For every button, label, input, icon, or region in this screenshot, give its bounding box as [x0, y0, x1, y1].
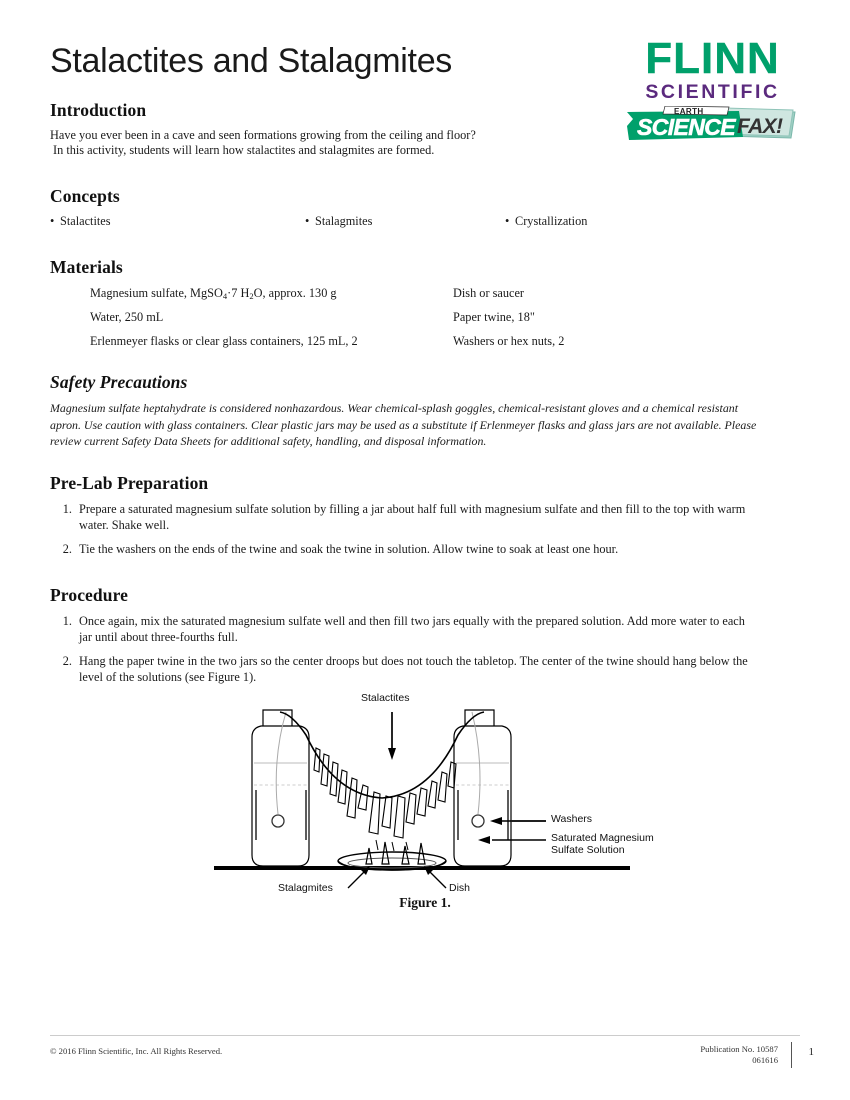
material-text-a: Magnesium sulfate, MgSO: [90, 286, 223, 300]
bullet-icon: •: [50, 214, 55, 228]
concept-label-2: Stalagmites: [315, 214, 373, 228]
stalactites-arrowhead: [388, 748, 396, 760]
safety-precautions-text: Magnesium sulfate heptahydrate is considered nonhazardous. Wear chemical-splash goggles, chemical-resistant gloves and a chemical resistant apron. Use caution with glass containers. Clear plastic jars may be used as a substitute if Erlenmeyer flasks and glass jars are not available. Please review current Safety Data Sheets for additional safety, handling, and disposal information.: [50, 401, 757, 448]
page-title: Stalactites and Stalagmites: [50, 42, 453, 80]
figure-1-diagram: [206, 690, 654, 915]
logo-brand-text: FLINN: [645, 34, 780, 83]
step-number: 1.: [62, 502, 72, 516]
material-item-5: Paper twine, 18": [453, 310, 535, 324]
concept-item-2: [305, 214, 505, 229]
washers-arrowhead: [490, 817, 502, 825]
materials-list: [90, 286, 750, 358]
heading-procedure: Procedure: [50, 585, 129, 605]
bullet-icon: •: [505, 214, 510, 228]
solution-arrowhead: [478, 836, 490, 844]
step-text: Hang the paper twine in the two jars so the center droops but does not touch the tabletop. The center of the twine should hang below the level of the solutions (see Figure 1).: [79, 654, 748, 684]
step-text: Tie the washers on the ends of the twine and soak the twine in solution. Allow twine to soak at least one hour.: [79, 542, 619, 556]
figure-label-solution-line-1: Saturated Magnesium: [551, 832, 654, 844]
material-item-6: Washers or hex nuts, 2: [453, 334, 565, 348]
procedure-steps: [50, 614, 755, 694]
figure-label-stalagmites: Stalagmites: [278, 882, 333, 894]
figure-label-washers: Washers: [551, 813, 593, 825]
materials-row: [90, 286, 750, 310]
step-number: 2.: [62, 542, 72, 556]
material-subscript-a: 4: [222, 291, 228, 301]
heading-materials: Materials: [50, 257, 123, 277]
materials-row: [90, 310, 750, 334]
stalactite-formations: [314, 748, 456, 838]
step-text: Once again, mix the saturated magnesium sulfate well and then fill two jars equally with the prepared solution. Add more water to each jar until about three-fourths full.: [79, 614, 745, 644]
heading-introduction: Introduction: [50, 100, 147, 120]
footer-publication-number: Publication No. 10587: [700, 1044, 778, 1054]
dish-arrow-line: [428, 870, 446, 888]
concept-item-1: [50, 214, 305, 229]
figure-label-dish: Dish: [449, 882, 471, 894]
left-washer: [272, 815, 284, 827]
bullet-icon: •: [305, 214, 310, 228]
concept-label-1: Stalactites: [60, 214, 111, 228]
footer-divider-rule: [50, 1035, 800, 1036]
material-item-4: Dish or saucer: [453, 286, 525, 300]
figure-label-stalactites: Stalactites: [361, 692, 410, 704]
pre-lab-step-1: [50, 502, 755, 533]
footer-document-code: 061616: [752, 1055, 778, 1065]
heading-concepts: Concepts: [50, 186, 120, 206]
stalactite-experiment-illustration: [206, 690, 636, 915]
figure-label-solution-line-2: Sulfate Solution: [551, 844, 625, 856]
material-item-1: [90, 286, 453, 301]
material-item-3: Erlenmeyer flasks or clear glass containers, 125 mL, 2: [90, 334, 358, 348]
right-washer: [472, 815, 484, 827]
introduction-line-1: Have you ever been in a cave and seen formations growing from the ceiling and floor?: [50, 128, 476, 142]
step-number: 2.: [62, 654, 72, 668]
pre-lab-steps: [50, 502, 755, 567]
materials-row: [90, 334, 750, 358]
material-item-2: Water, 250 mL: [90, 310, 164, 324]
ribbon-science-text: SCIENCE: [637, 114, 736, 140]
concept-label-3: Crystallization: [515, 214, 588, 228]
introduction-line-2: In this activity, students will learn how stalactites and stalagmites are formed.: [53, 143, 435, 157]
footer-publication-info: [700, 1044, 778, 1066]
science-fax-ribbon: [625, 106, 800, 144]
right-jar: [454, 710, 511, 866]
material-subscript-b: 2: [249, 291, 254, 301]
ribbon-fax-text: FAX!: [737, 115, 783, 138]
procedure-step-2: [50, 654, 755, 685]
footer-copyright: © 2016 Flinn Scientific, Inc. All Rights Reserved.: [50, 1046, 223, 1056]
footer-vertical-divider: [791, 1042, 792, 1068]
material-text-c: O, approx. 130 g: [253, 286, 337, 300]
step-number: 1.: [62, 614, 72, 628]
heading-pre-lab-preparation: Pre-Lab Preparation: [50, 473, 209, 493]
footer-page-number: 1: [808, 1046, 814, 1058]
figure-caption: Figure 1.: [399, 895, 451, 910]
logo-brand-subtext: SCIENTIFIC: [645, 81, 780, 103]
flinn-scientific-logo: [625, 34, 800, 158]
material-text-b: ·7 H: [227, 286, 250, 300]
pre-lab-step-2: [50, 542, 755, 558]
step-text: Prepare a saturated magnesium sulfate solution by filling a jar about half full with magnesium sulfate and then fill to the top with warm water. Shake well.: [79, 502, 746, 532]
procedure-step-1: [50, 614, 755, 645]
drip-marks: [376, 840, 408, 851]
concepts-list: [50, 214, 750, 229]
stalagmites-arrow-line: [348, 870, 366, 888]
heading-safety-precautions: Safety Precautions: [50, 372, 188, 392]
concept-item-3: [505, 214, 587, 229]
ribbon-earth-text: EARTH: [674, 107, 704, 116]
